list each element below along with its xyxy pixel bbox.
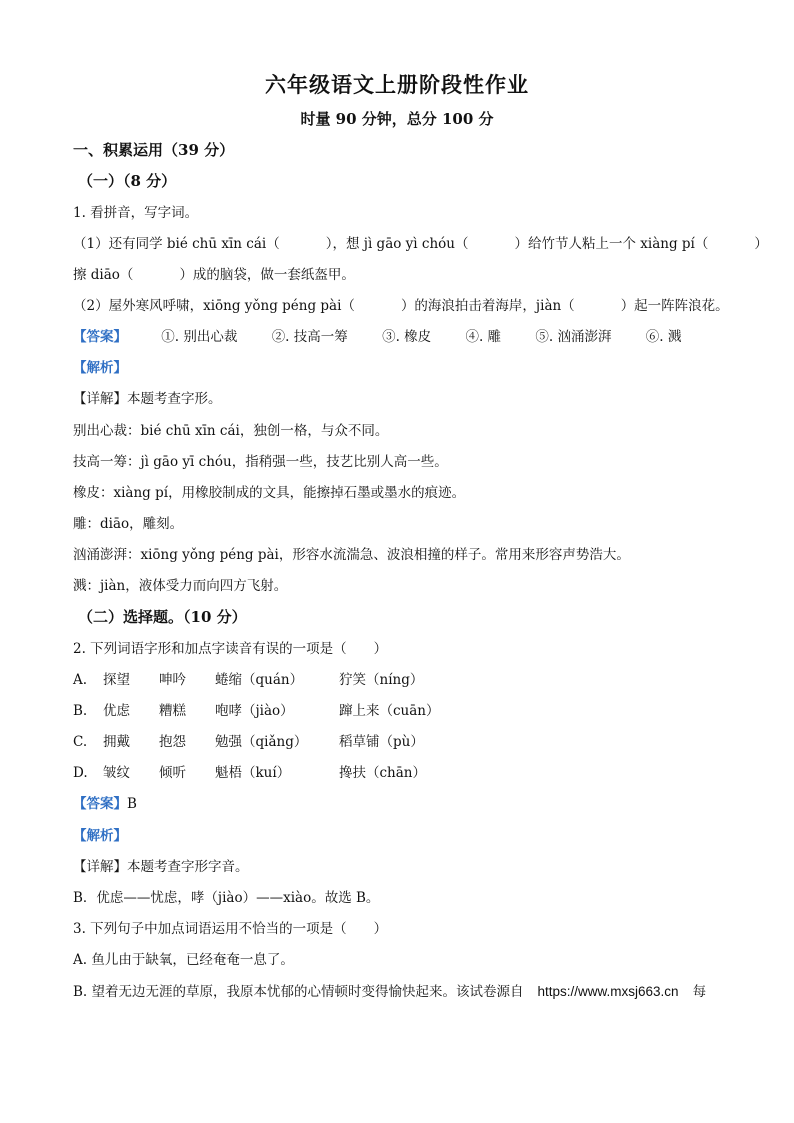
watermark-tail: 每 [692,984,707,1000]
option-word: 搀扶（chān） [339,765,426,781]
answer-item: ①. 别出心裁 [161,329,238,345]
q1-text-1c: ）给竹节人粘上一个 xiàng pí（ [514,236,709,252]
option-word: 稻草铺（pù） [339,734,424,750]
option-word: 糟糕 [159,703,186,719]
option-b-text: B. 望着无边无涯的草原，我原本忧郁的心情顿时变得愉快起来。该试卷源自 [73,984,524,1000]
q1-text-3a: （2）屋外寒风呼啸，xiōng yǒng péng pài（ [73,298,355,314]
option-row-b [73,702,440,720]
option-label: D. [73,765,88,781]
part2-heading: （二）选择题。（10 分） [78,608,247,626]
explanation-line: 橡皮：xiàng pí，用橡胶制成的文具，能擦掉石墨或墨水的痕迹。 [73,485,466,501]
answer-tag: 【答案】 [73,796,127,812]
question-1-stem: 1. 看拼音，写字词。 [73,205,199,221]
question-2-answer [73,795,137,813]
option-label: A. [73,672,88,688]
option-word: 拥戴 [103,734,130,750]
answer-item: ⑥. 溅 [645,329,682,345]
option-word: 狞笑（níng） [339,672,424,688]
question-1-detail [73,390,222,408]
detail-text: 本题考查字形字音。 [127,859,249,875]
q1-text-3c: ）起一阵阵浪花。 [620,298,729,314]
analysis-tag: 【解析】 [73,360,127,376]
section-heading: 一、积累运用（39 分） [73,141,235,159]
option-word: 呻吟 [159,672,186,688]
option-word: 倾听 [159,765,186,781]
option-label: C. [73,734,88,750]
q1-text-3b: ）的海浪拍击着海岸，jiàn（ [400,298,575,314]
option-word: 优虑 [103,703,130,719]
option-row-a [73,671,423,689]
option-word: 探望 [103,672,130,688]
explanation-line: 技高一筹：jì gāo yī chóu，指稍强一些，技艺比别人高一些。 [73,454,448,470]
explanation-line: 汹涌澎湃：xiōng yǒng péng pài，形容水流湍急、波浪相撞的样子。常用来形容声势浩大。 [73,547,630,563]
watermark-url[interactable]: https://www.mxsj663.cn [537,984,679,999]
option-word: 抱怨 [159,734,186,750]
q1-text-2b: ）成的脑袋，做一套纸盔甲。 [179,267,355,283]
answer-item: ⑤. 汹涌澎湃 [535,329,612,345]
question-2-detail [73,858,249,876]
option-word: 皱纹 [103,765,130,781]
answer-item: ②. 技高一筹 [271,329,348,345]
option-word: 咆哮（jiào） [215,703,294,719]
option-row-d [73,764,426,782]
analysis-tag: 【解析】 [73,828,127,844]
explanation-line: 雕：diāo，雕刻。 [73,516,184,532]
explanation-line: 别出心裁：bié chū xīn cái，独创一格，与众不同。 [73,423,389,439]
question-1-line-3 [73,297,729,315]
detail-text: 本题考查字形。 [127,391,222,407]
answer-item: ③. 橡皮 [382,329,432,345]
page-subtitle: 时量 90 分钟，总分 100 分 [300,110,494,128]
question-2-explanation: B．优虑——忧虑，哮（jiào）——xiào。故选 B。 [73,890,380,906]
page-title: 六年级语文上册阶段性作业 [265,72,529,97]
q1-text-1b: ），想 jì gāo yì chóu（ [325,236,469,252]
q1-text-2a: 擦 diāo（ [73,267,134,283]
question-3-option-a: A. 鱼儿由于缺氧，已经奄奄一息了。 [73,952,294,968]
answer-item: ④. 雕 [465,329,502,345]
option-row-c [73,733,424,751]
question-1-line-1 [73,235,768,253]
detail-tag: 【详解】 [73,391,127,407]
q1-text-1a: （1）还有同学 bié chū xīn cái（ [73,236,280,252]
question-3-stem: 3. 下列句子中加点词语运用不恰当的一项是（ ） [73,921,388,937]
option-word: 魁梧（kuí） [215,765,291,781]
question-3-option-b [73,983,706,1001]
option-word: 勉强（qiǎng） [215,734,308,750]
explanation-line: 溅：jiàn，液体受力而向四方飞射。 [73,578,288,594]
detail-tag: 【详解】 [73,859,127,875]
question-1-line-2 [73,266,355,284]
q1-text-1d: ） [754,236,768,252]
question-2-stem: 2. 下列词语字形和加点字读音有误的一项是（ ） [73,641,388,657]
answer-value: B [127,796,137,812]
question-1-answer [73,328,681,346]
option-label: B. [73,703,88,719]
answer-tag: 【答案】 [73,329,127,345]
option-word: 蜷缩（quán） [215,672,304,688]
part1-heading: （一）（8 分） [78,172,177,190]
option-word: 蹿上来（cuān） [339,703,440,719]
